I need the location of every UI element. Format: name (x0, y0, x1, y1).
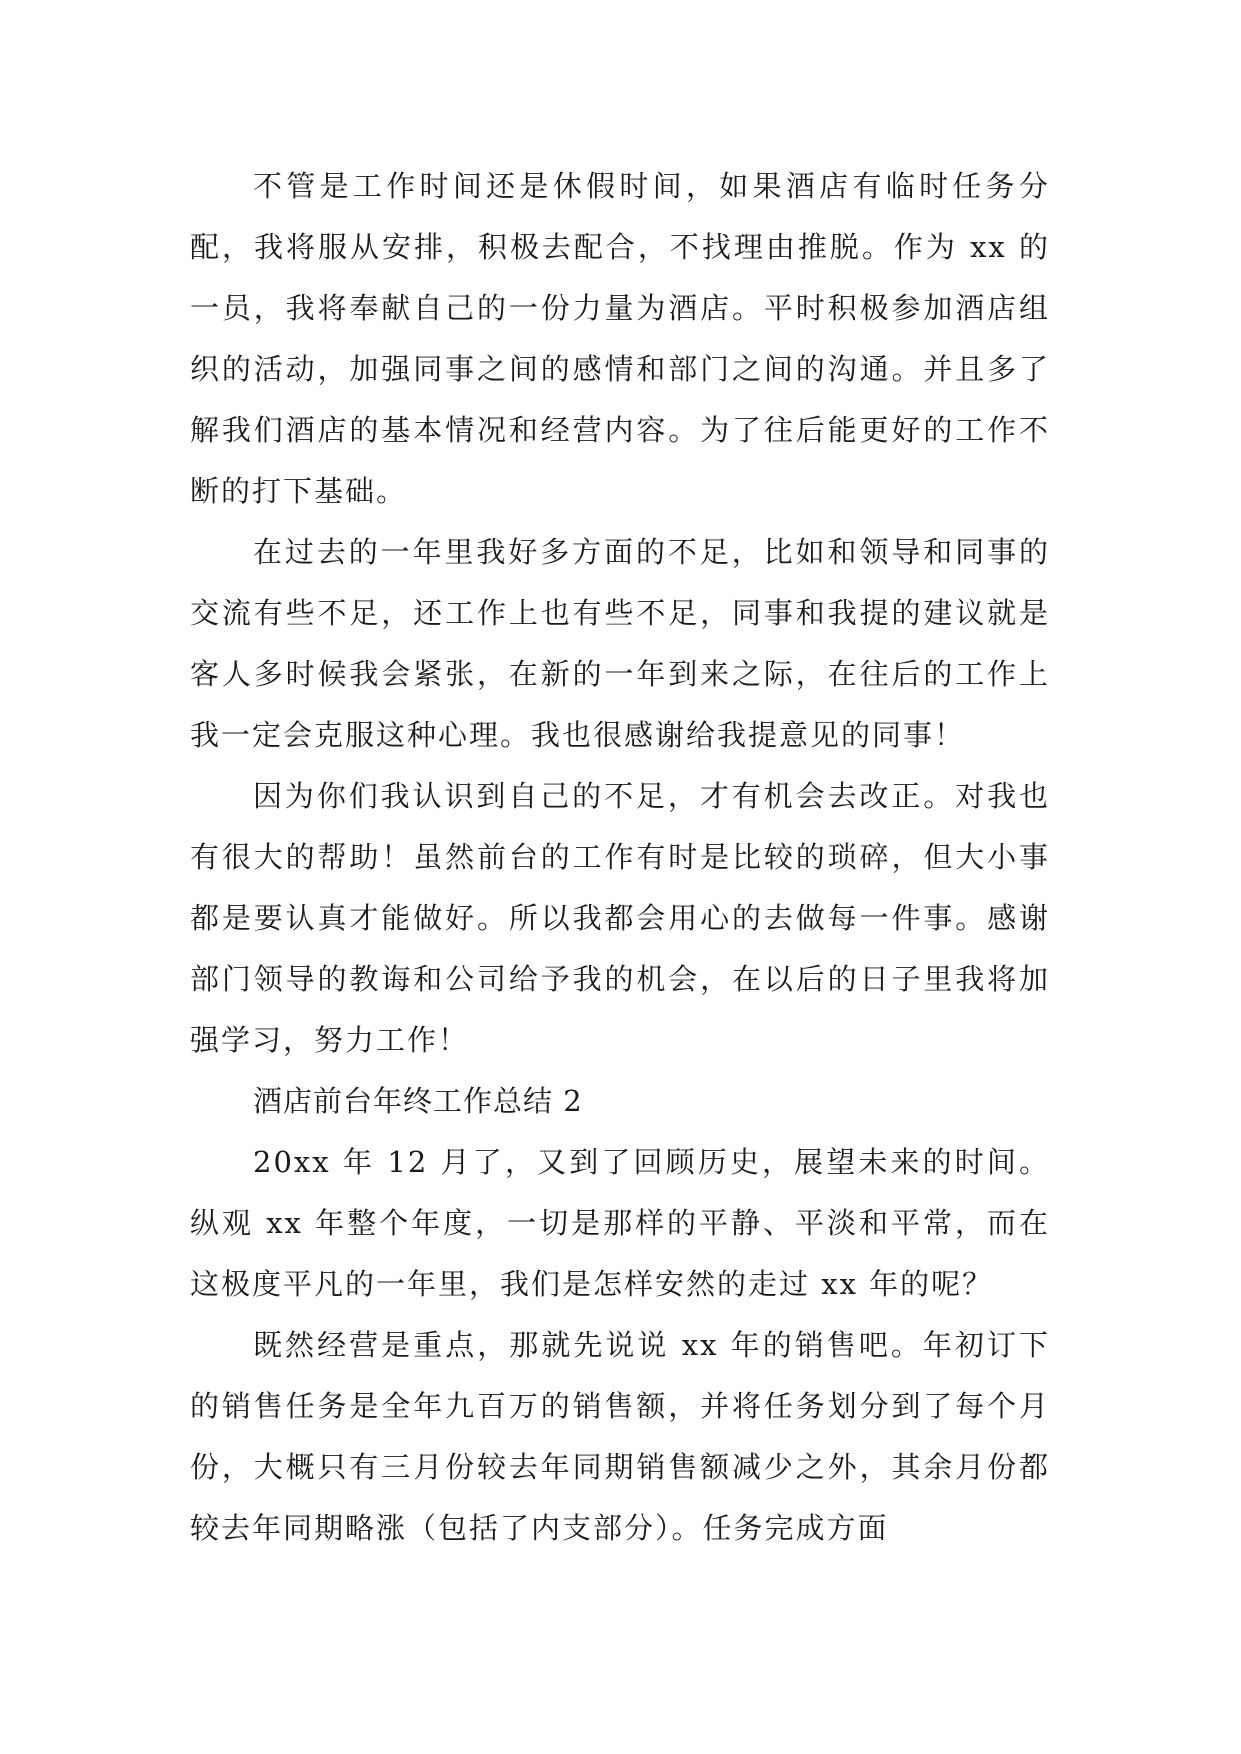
paragraph-5: 既然经营是重点，那就先说说 xx 年的销售吧。年初订下的销售任务是全年九百万的销售额，并将任务划分到了每个月份，大概只有三月份较去年同期销售额减少之外，其余月份都较去年同期略涨（包括了内支部分）。任务完成方面 (190, 1328, 1050, 1545)
document-body (190, 156, 1050, 1559)
section-heading: 酒店前台年终工作总结 2 (253, 1084, 583, 1118)
paragraph-1: 不管是工作时间还是休假时间，如果酒店有临时任务分配，我将服从安排，积极去配合，不找理由推脱。作为 xx 的一员，我将奉献自己的一份力量为酒店。平时积极参加酒店组织的活动，加强同事之间的感情和部门之间的沟通。并且多了解我们酒店的基本情况和经营内容。为了往后能更好的工作不断的打下基础。 (190, 169, 1050, 508)
paragraph-3: 因为你们我认识到自己的不足，才有机会去改正。对我也有很大的帮助！虽然前台的工作有时是比较的琐碎，但大小事都是要认真才能做好。所以我都会用心的去做每一件事。感谢部门领导的教诲和公司给予我的机会，在以后的日子里我将加强学习，努力工作！ (190, 779, 1050, 1057)
paragraph-2: 在过去的一年里我好多方面的不足，比如和领导和同事的交流有些不足，还工作上也有些不足，同事和我提的建议就是客人多时候我会紧张，在新的一年到来之际，在往后的工作上我一定会克服这种心理。我也很感谢给我提意见的同事！ (190, 535, 1050, 752)
paragraph-4: 20xx 年 12 月了，又到了回顾历史，展望未来的时间。纵观 xx 年整个年度，一切是那样的平静、平淡和平常，而在这极度平凡的一年里，我们是怎样安然的走过 xx 年的呢？ (190, 1145, 1050, 1301)
